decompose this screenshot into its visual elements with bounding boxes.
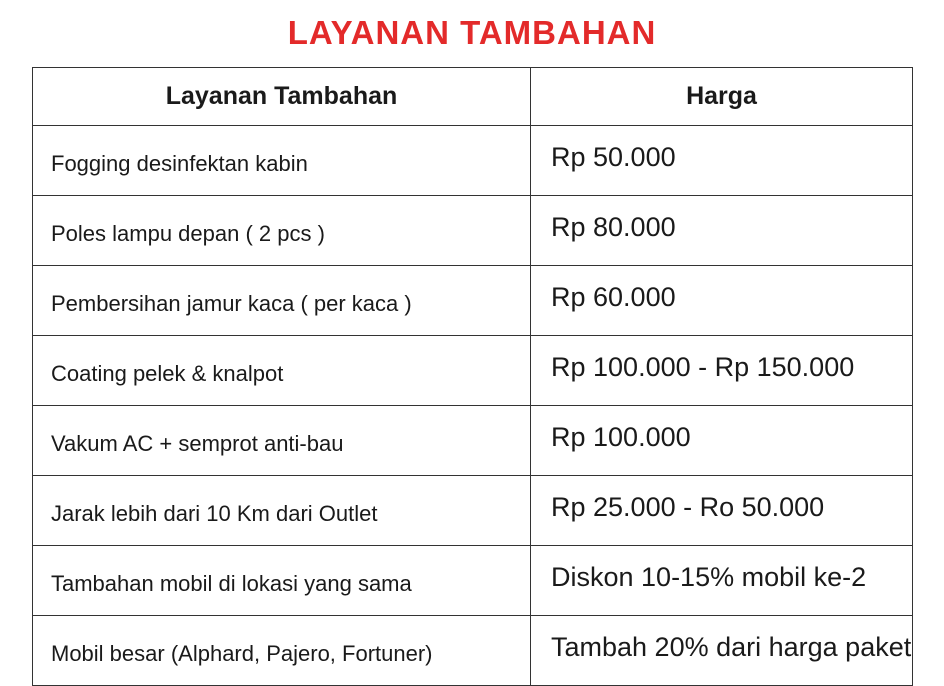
service-cell: Tambahan mobil di lokasi yang sama — [33, 546, 531, 616]
service-cell: Mobil besar (Alphard, Pajero, Fortuner) — [33, 616, 531, 686]
table-row — [33, 126, 913, 196]
service-cell: Fogging desinfektan kabin — [33, 126, 531, 196]
price-cell: Rp 100.000 — [531, 406, 913, 476]
table-row — [33, 406, 913, 476]
table-row — [33, 196, 913, 266]
price-cell: Rp 60.000 — [531, 266, 913, 336]
table-row — [33, 266, 913, 336]
service-cell: Poles lampu depan ( 2 pcs ) — [33, 196, 531, 266]
price-cell: Tambah 20% dari harga paket — [531, 616, 913, 686]
column-header-price: Harga — [531, 68, 913, 126]
page-title: LAYANAN TAMBAHAN — [287, 14, 657, 51]
table-row — [33, 476, 913, 546]
service-cell: Pembersihan jamur kaca ( per kaca ) — [33, 266, 531, 336]
table-row — [33, 616, 913, 686]
service-cell: Jarak lebih dari 10 Km dari Outlet — [33, 476, 531, 546]
service-cell: Vakum AC + semprot anti-bau — [33, 406, 531, 476]
price-cell: Rp 100.000 - Rp 150.000 — [531, 336, 913, 406]
price-cell: Diskon 10-15% mobil ke-2 — [531, 546, 913, 616]
table-row — [33, 336, 913, 406]
service-cell: Coating pelek & knalpot — [33, 336, 531, 406]
column-header-service: Layanan Tambahan — [33, 68, 531, 126]
services-table — [32, 67, 913, 686]
table-header-row — [33, 68, 913, 126]
price-cell: Rp 80.000 — [531, 196, 913, 266]
price-cell: Rp 50.000 — [531, 126, 913, 196]
price-cell: Rp 25.000 - Ro 50.000 — [531, 476, 913, 546]
table-row — [33, 546, 913, 616]
